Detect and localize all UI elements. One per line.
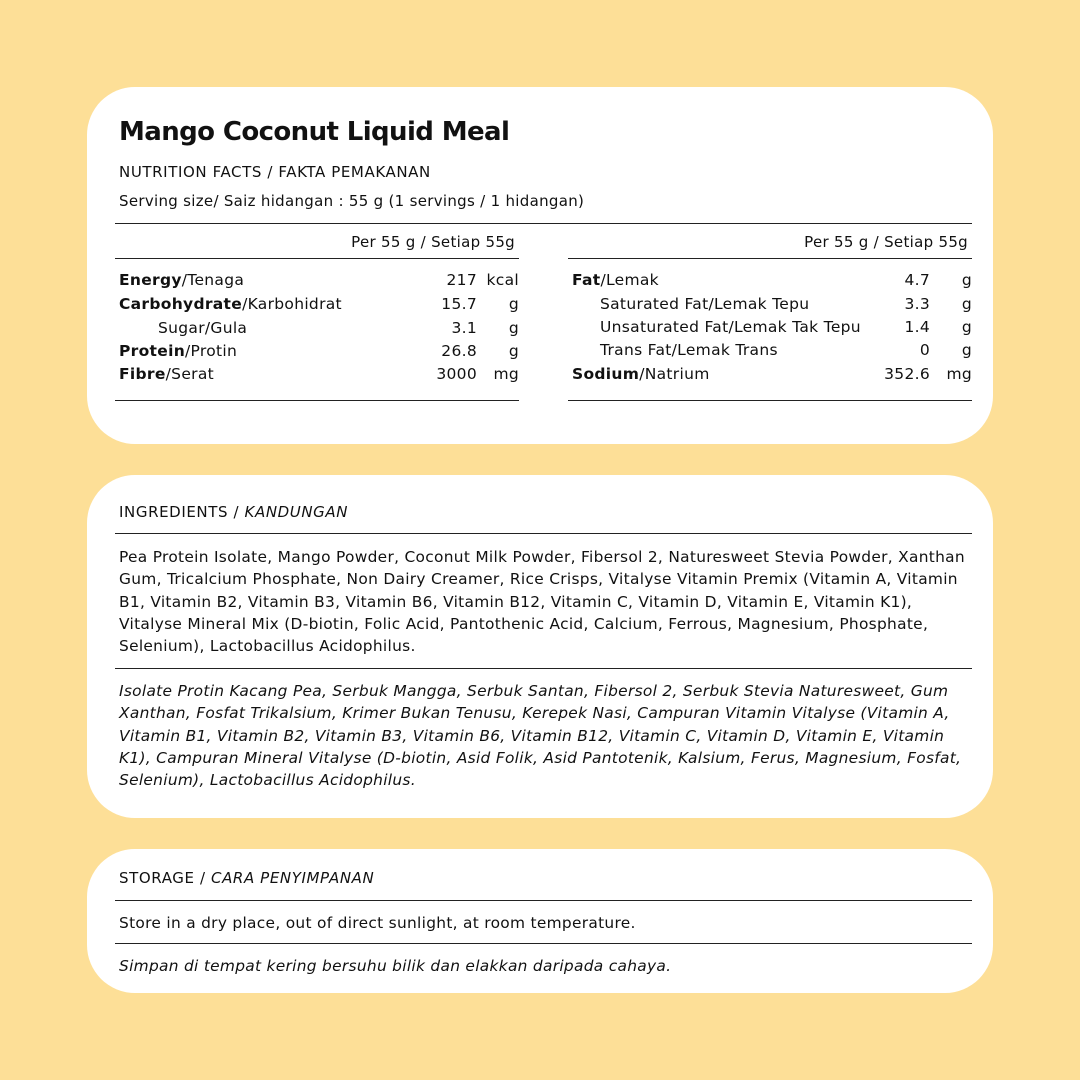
nutrient-label (119, 295, 342, 313)
nutrient-label (572, 271, 659, 289)
nutrient-label (600, 318, 861, 336)
nutrient-value: 352.6 (884, 365, 930, 383)
nutrition-facts-heading: NUTRITION FACTS / FAKTA PEMAKANAN (119, 163, 431, 181)
nutrient-value: 3000 (436, 365, 477, 383)
nutrient-unit: kcal (486, 271, 519, 289)
divider (115, 400, 519, 401)
nutrient-label (600, 341, 778, 359)
nutrient-name: /Karbohidrat (242, 295, 342, 313)
nutrition-row (568, 271, 972, 293)
nutrient-name-bold: Energy (119, 271, 182, 289)
nutrition-row (115, 365, 519, 387)
nutrient-label (572, 365, 710, 383)
nutrient-unit: g (961, 341, 972, 359)
ingredients-malay-text: Isolate Protin Kacang Pea, Serbuk Mangga, Serbuk Santan, Fibersol 2, Serbuk Stevia Naturesweet, Gum Xanthan, Fosfat Trikalsium, Krimer Bukan Tenusu, Kerepek Nasi, Campuran Vitamin Vitalyse (Vitamin A, Vitamin B1, Vitamin B2, Vitamin B3, Vitamin B6, Vitamin B12, Vitamin C, Vitamin D, Vitamin E, Vitamin K1), Campuran Mineral Vitalyse (D-biotin, Asid Folik, Asid Pantotenik, Kalsium, Ferus, Magnesium, Fosfat, Selenium), Lactobacillus Acidophilus. (119, 682, 962, 790)
divider (568, 400, 972, 401)
storage-english-text: Store in a dry place, out of direct sunlight, at room temperature. (119, 914, 636, 932)
ingredients-heading-english: INGREDIENTS / (119, 503, 245, 521)
ingredients-card (87, 475, 993, 818)
nutrition-row (568, 365, 972, 387)
nutrient-name: /Natrium (639, 365, 710, 383)
nutrient-unit: g (961, 271, 972, 289)
nutrient-label (119, 365, 214, 383)
storage-card (87, 849, 993, 993)
nutrient-unit: mg (946, 365, 972, 383)
nutrition-row (115, 295, 519, 317)
nutrient-value: 26.8 (441, 342, 477, 360)
nutrient-label (119, 342, 237, 360)
serving-size: Serving size/ Saiz hidangan : 55 g (1 servings / 1 hidangan) (119, 192, 585, 210)
nutrient-name: Trans Fat/Lemak Trans (600, 341, 778, 359)
per-serving-label: Per 55 g / Setiap 55g (804, 233, 968, 251)
nutrition-row (115, 319, 519, 341)
divider (115, 943, 972, 944)
divider (568, 258, 972, 259)
nutrient-name-bold: Protein (119, 342, 186, 360)
nutrient-name-bold: Fat (572, 271, 601, 289)
nutrient-name: /Tenaga (181, 271, 245, 289)
nutrient-name: Saturated Fat/Lemak Tepu (600, 295, 810, 313)
divider (115, 223, 972, 224)
nutrient-name-bold: Fibre (119, 365, 166, 383)
per-serving-label: Per 55 g / Setiap 55g (351, 233, 515, 251)
nutrient-name: Sugar/Gula (158, 319, 248, 337)
nutrient-value: 0 (919, 341, 930, 359)
nutrition-facts-card (87, 87, 993, 444)
nutrition-row (115, 342, 519, 364)
nutrient-unit: g (508, 319, 519, 337)
nutrient-unit: g (961, 295, 972, 313)
storage-malay-text: Simpan di tempat kering bersuhu bilik dan elakkan daripada cahaya. (119, 957, 672, 975)
product-title: Mango Coconut Liquid Meal (119, 117, 510, 147)
nutrient-name: /Lemak (600, 271, 659, 289)
nutrient-value: 15.7 (441, 295, 477, 313)
storage-heading (119, 869, 374, 887)
nutrient-name-bold: Carbohydrate (119, 295, 243, 313)
nutrient-unit: g (508, 295, 519, 313)
nutrition-row (568, 295, 972, 317)
nutrient-unit: mg (493, 365, 519, 383)
nutrient-name: /Serat (165, 365, 215, 383)
divider (115, 668, 972, 669)
nutrition-row (568, 341, 972, 363)
ingredients-heading (119, 503, 348, 521)
nutrient-name: /Protin (185, 342, 238, 360)
nutrient-value: 217 (446, 271, 477, 289)
storage-heading-malay: CARA PENYIMPANAN (211, 869, 375, 887)
divider (115, 533, 972, 534)
nutrition-row (115, 271, 519, 293)
nutrient-name-bold: Sodium (572, 365, 640, 383)
ingredients-english-text: Pea Protein Isolate, Mango Powder, Coconut Milk Powder, Fibersol 2, Naturesweet Stevia Powder, Xanthan Gum, Tricalcium Phosphate, Non Dairy Creamer, Rice Crisps, Vitalyse Vitamin Premix (Vitamin A, Vitamin B1, Vitamin B2, Vitamin B3, Vitamin B6, Vitamin B12, Vitamin C, Vitamin D, Vitamin E, Vitamin K1), Vitalyse Mineral Mix (D-biotin, Folic Acid, Pantothenic Acid, Calcium, Ferrous, Magnesium, Phosphate, Selenium), Lactobacillus Acidophilus. (119, 548, 965, 656)
ingredients-heading-malay: KANDUNGAN (244, 503, 349, 521)
nutrient-value: 3.1 (451, 319, 477, 337)
nutrient-label (158, 319, 247, 337)
nutrition-row (568, 318, 972, 340)
nutrient-value: 4.7 (904, 271, 930, 289)
nutrient-value: 1.4 (904, 318, 930, 336)
nutrient-unit: g (508, 342, 519, 360)
nutrient-name: Unsaturated Fat/Lemak Tak Tepu (600, 318, 861, 336)
nutrient-label (600, 295, 809, 313)
divider (115, 258, 519, 259)
nutrient-value: 3.3 (904, 295, 930, 313)
nutrient-unit: g (961, 318, 972, 336)
storage-heading-english: STORAGE / (119, 869, 211, 887)
nutrient-label (119, 271, 244, 289)
divider (115, 900, 972, 901)
